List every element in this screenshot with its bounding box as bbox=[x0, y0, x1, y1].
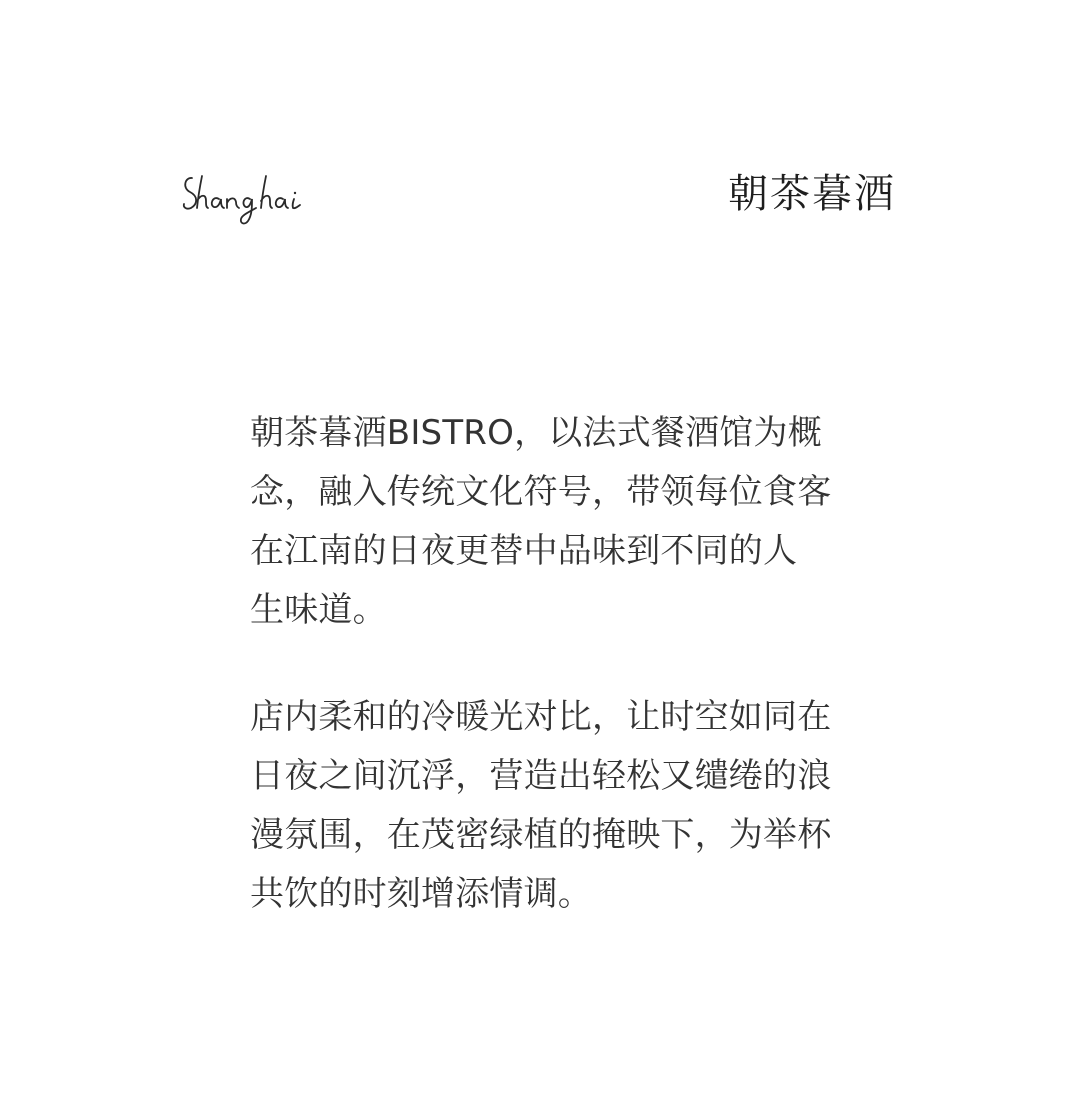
shanghai-script-logo bbox=[182, 168, 322, 228]
paragraph-line: 生味道。 bbox=[250, 590, 387, 630]
brand-title: 朝茶暮酒 bbox=[728, 171, 896, 217]
article-body bbox=[250, 404, 840, 972]
shanghai-script-logo-art bbox=[182, 168, 322, 228]
paragraph-line: 漫氛围，在茂密绿植的掩映下，为举杯 bbox=[250, 815, 832, 855]
paragraph-1 bbox=[250, 404, 840, 640]
paragraph-line: 店内柔和的冷暖光对比，让时空如同在 bbox=[250, 697, 832, 737]
paragraph-line: 在江南的日夜更替中品味到不同的人 bbox=[250, 531, 798, 571]
paragraph-2 bbox=[250, 688, 840, 924]
paragraph-line: 共饮的时刻增添情调。 bbox=[250, 874, 592, 914]
paragraph-line: 朝茶暮酒BISTRO，以法式餐酒馆为概 bbox=[250, 413, 822, 453]
paragraph-line: 日夜之间沉浮，营造出轻松又缱绻的浪 bbox=[250, 756, 832, 796]
paragraph-line: 念，融入传统文化符号，带领每位食客 bbox=[250, 472, 832, 512]
